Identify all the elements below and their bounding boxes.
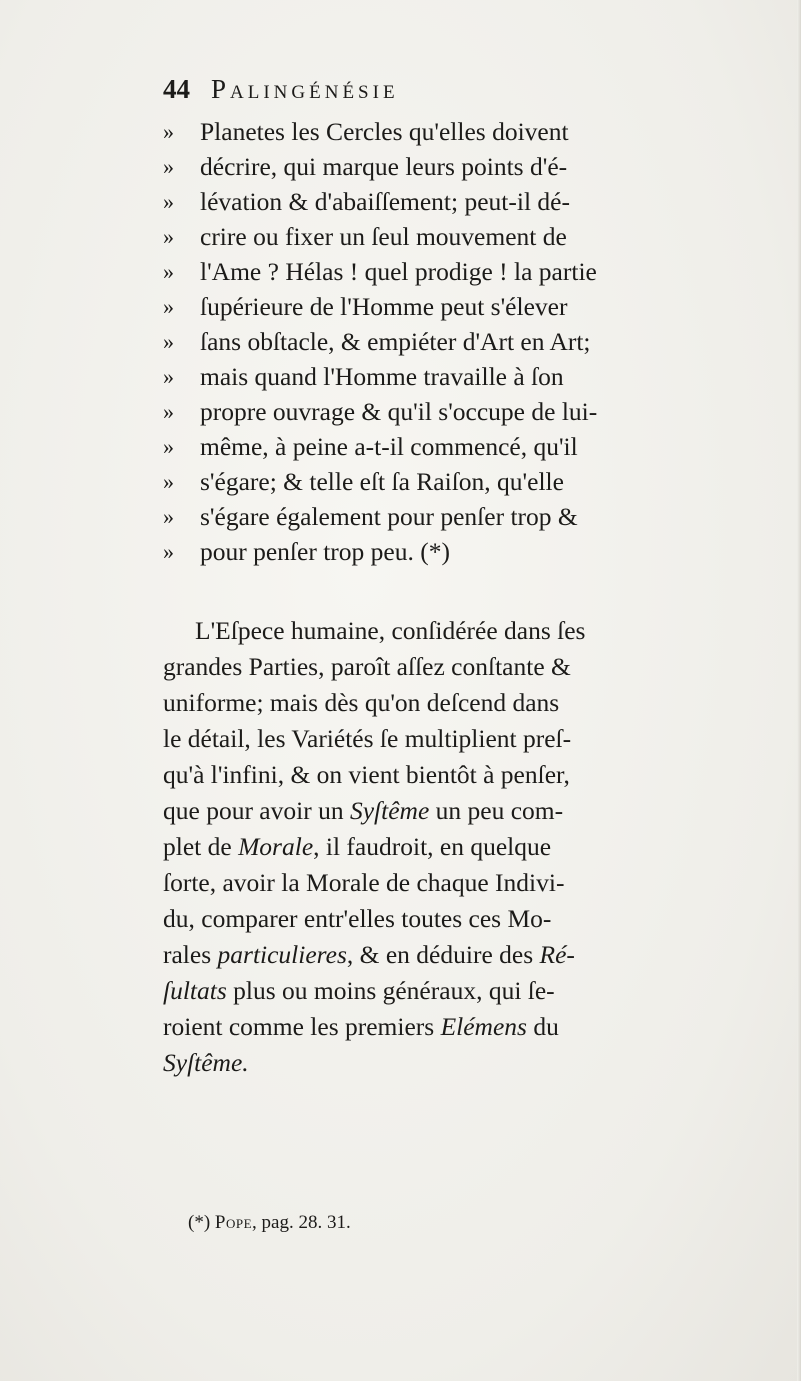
text-run: , & en déduire des — [346, 940, 540, 969]
text-run: , il faudroit, en quelque — [313, 832, 552, 861]
paragraph-line: du, comparer entr'elles toutes ces Mo- — [163, 904, 552, 933]
paragraph-line: qu'à l'infini, & on vient bientôt à penſer, — [163, 760, 570, 789]
body-paragraph — [163, 613, 698, 1081]
guillemet-marker: » — [163, 539, 174, 564]
quote-line-text: crire ou fixer un ſeul mouvement de — [200, 222, 567, 251]
paragraph-line: le détail, les Variétés ſe multiplient preſ- — [163, 724, 572, 753]
paragraph-line — [163, 973, 698, 1009]
guillemet-marker: » — [163, 259, 174, 284]
quote-line — [163, 359, 698, 394]
quote-line — [163, 394, 698, 429]
paragraph-line: ſorte, avoir la Morale de chaque Indivi- — [163, 868, 565, 897]
quote-line — [163, 254, 698, 289]
running-head — [163, 72, 683, 112]
paragraph-line — [163, 829, 698, 865]
paragraph-line — [163, 937, 698, 973]
quote-line-text: s'égare; & telle eſt ſa Raiſon, qu'elle — [200, 467, 564, 496]
guillemet-marker: » — [163, 329, 174, 354]
page-number: 44 — [163, 74, 190, 104]
quote-line — [163, 324, 698, 359]
italic-term: Morale — [238, 832, 314, 861]
footnote — [188, 1210, 351, 1236]
quote-line-text: ſupérieure de l'Homme peut s'élever — [200, 292, 568, 321]
text-run: roient comme les premiers — [163, 1012, 441, 1041]
quote-line-text: Planetes les Cercles qu'elles doivent — [200, 117, 569, 146]
guillemet-marker: » — [163, 154, 174, 179]
guillemet-marker: » — [163, 434, 174, 459]
quote-line-text: décrire, qui marque leurs points d'é- — [200, 152, 568, 181]
guillemet-marker: » — [163, 224, 174, 249]
quote-line-text: pour penſer trop peu. (*) — [200, 537, 450, 566]
footnote-marker: (*) — [188, 1212, 211, 1233]
quote-line — [163, 499, 698, 534]
text-run: du — [526, 1012, 559, 1041]
quote-line-text: propre ouvrage & qu'il s'occupe de lui- — [200, 397, 598, 426]
paragraph-line: L'Eſpece humaine, conſidérée dans ſes — [195, 616, 586, 645]
guillemet-marker: » — [163, 469, 174, 494]
quote-line — [163, 149, 698, 184]
text-run: un peu com- — [429, 796, 564, 825]
guillemet-marker: » — [163, 504, 174, 529]
running-title: Palingénésie — [211, 74, 399, 104]
paragraph-line: uniforme; mais dès qu'on deſcend dans — [163, 688, 560, 717]
footnote-reference: , pag. 28. 31. — [252, 1212, 351, 1233]
guillemet-marker: » — [163, 294, 174, 319]
quote-line — [163, 114, 698, 149]
guillemet-marker: » — [163, 119, 174, 144]
footnote-author: Pope — [214, 1212, 253, 1233]
paragraph-line — [163, 793, 698, 829]
quote-line — [163, 184, 698, 219]
text-run: que pour avoir un — [163, 796, 350, 825]
quote-line — [163, 464, 698, 499]
quote-line — [163, 289, 698, 324]
text-run: plet de — [163, 832, 239, 861]
paragraph-line: grandes Parties, paroît aſſez conſtante & — [163, 652, 571, 681]
italic-term: ſultats — [163, 976, 227, 1005]
quote-line — [163, 219, 698, 254]
quote-line — [163, 429, 698, 464]
quote-line-text: lévation & d'abaiſſement; peut-il dé- — [200, 187, 570, 216]
text-run: plus ou moins généraux, qui ſe- — [226, 976, 555, 1005]
paragraph-line: Syſtême. — [163, 1048, 249, 1077]
italic-term: Ré- — [539, 940, 575, 969]
italic-term: Syſtême — [349, 796, 430, 825]
quote-line-text: ſans obſtacle, & empiéter d'Art en Art; — [200, 327, 591, 356]
quote-line — [163, 534, 698, 569]
quotation-block — [163, 114, 698, 569]
quote-line-text: l'Ame ? Hélas ! quel prodige ! la partie — [200, 257, 597, 286]
guillemet-marker: » — [163, 399, 174, 424]
italic-term: Elémens — [440, 1012, 527, 1041]
paragraph-line — [163, 1009, 698, 1045]
quote-line-text: s'égare également pour penſer trop & — [200, 502, 578, 531]
guillemet-marker: » — [163, 189, 174, 214]
guillemet-marker: » — [163, 364, 174, 389]
text-run: rales — [163, 940, 218, 969]
quote-line-text: même, à peine a-t-il commencé, qu'il — [200, 432, 578, 461]
italic-term: particulieres — [217, 940, 347, 969]
quote-line-text: mais quand l'Homme travaille à ſon — [200, 362, 564, 391]
page-edge — [797, 0, 801, 1381]
